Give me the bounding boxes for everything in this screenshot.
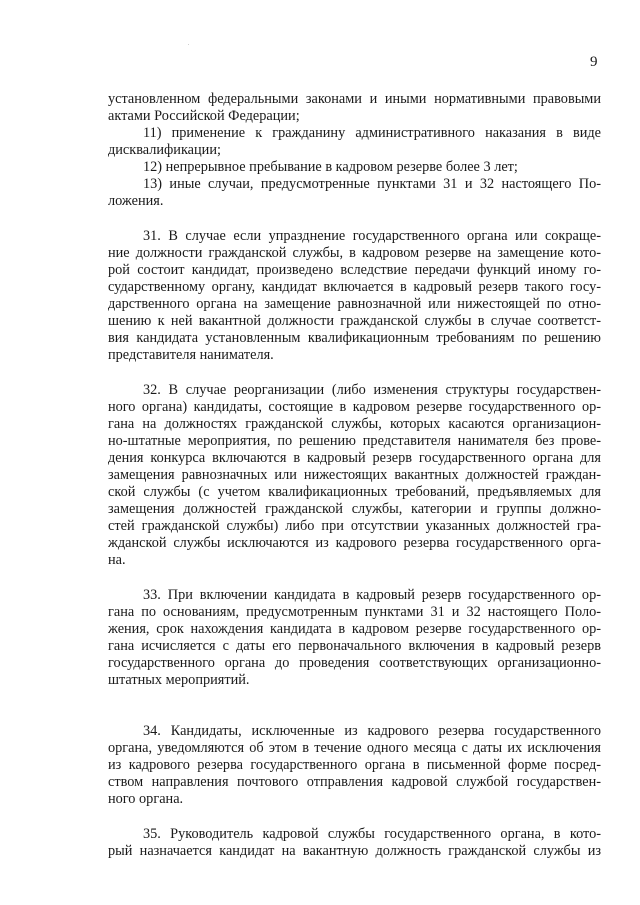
text-line: гана на должностях гражданской службы, которых касаются организацион- xyxy=(108,416,601,432)
text-line: 13) иные случаи, предусмотренные пунктами 31 и 32 настоящего По- xyxy=(143,176,601,192)
text-line: 11) применение к гражданину административного наказания в виде xyxy=(143,125,601,141)
clause-31 xyxy=(108,228,601,364)
text-line: ного органа. xyxy=(108,791,184,807)
list-tail xyxy=(108,91,601,210)
text-line: рой состоит кандидат, произведено вследствие передачи функций иному го- xyxy=(108,262,601,278)
text-line: из кадрового резерва государственного органа в письменной форме посред- xyxy=(108,757,601,773)
clause-34 xyxy=(108,723,601,808)
text-line: жданской службы исключаются из кадрового резерва государственного орга- xyxy=(108,535,601,551)
page-number: 9 xyxy=(590,54,598,70)
text-line: гана по основаниям, предусмотренным пунктами 31 и 32 настоящего Поло- xyxy=(108,604,601,620)
text-line: государственного органа до проведения соответствующих организационно- xyxy=(108,655,601,671)
clause-33 xyxy=(108,587,601,689)
text-line: ного органа) кандидаты, состоящие в кадровом резерве государственного ор- xyxy=(108,399,601,415)
text-line: 32. В случае реорганизации (либо изменения структуры государствен- xyxy=(143,382,601,398)
text-line: гана исчисляется с даты его первоначального включения в кадровый резерв xyxy=(108,638,601,654)
text-line: дения конкурса включаются в кадровый резерв государственного органа для xyxy=(108,450,601,466)
text-line: 34. Кандидаты, исключенные из кадрового резерва государственного xyxy=(143,723,601,739)
text-line: шению к ней вакантной должности гражданской службы в случае соответст- xyxy=(108,313,601,329)
text-line: штатных мероприятий. xyxy=(108,672,250,688)
text-line: установленном федеральными законами и иными нормативными правовыми xyxy=(108,91,601,107)
text-line: замещения равнозначных или нижестоящих вакантных должностей граждан- xyxy=(108,467,601,483)
text-line: дисквалификации; xyxy=(108,142,221,158)
text-line: ской службы (с учетом квалификационных требований, предъявляемых для xyxy=(108,484,601,500)
text-line: жения, срок нахождения кандидата в кадровом резерве государственного ор- xyxy=(108,621,601,637)
text-line: вия кандидата установленным квалификационным требованиям по решению xyxy=(108,330,601,346)
text-line: рый назначается кандидат на вакантную должность гражданской службы из xyxy=(108,843,601,859)
text-line: 12) непрерывное пребывание в кадровом резерве более 3 лет; xyxy=(143,159,518,175)
text-line: но-штатные мероприятия, по решению представителя нанимателя без прове- xyxy=(108,433,601,449)
text-line: 35. Руководитель кадровой службы государственного органа, в кото- xyxy=(143,826,601,842)
text-line: дарственного органа на замещение равнозначной или нижестоящей по отно- xyxy=(108,296,601,312)
clause-32 xyxy=(108,382,601,569)
text-line: на. xyxy=(108,552,126,568)
scan-speck xyxy=(188,44,189,45)
text-line: 31. В случае если упразднение государственного органа или сокраще- xyxy=(143,228,601,244)
text-line: сударственному органу, кандидат включается в кадровый резерв такого госу- xyxy=(108,279,601,295)
text-line: ством направления почтового отправления кадровой службой государствен- xyxy=(108,774,601,790)
text-line: представителя нанимателя. xyxy=(108,347,274,363)
text-line: стей гражданской службы) либо при отсутствии указанных должностей гра- xyxy=(108,518,601,534)
text-line: ние должности гражданской службы, в кадровом резерве на замещение кото- xyxy=(108,245,601,261)
text-line: замещения должностей гражданской службы, категории и группы должно- xyxy=(108,501,601,517)
text-line: 33. При включении кандидата в кадровый резерв государственного ор- xyxy=(143,587,601,603)
text-line: ложения. xyxy=(108,193,164,209)
clause-35 xyxy=(108,826,601,860)
text-line: актами Российской Федерации; xyxy=(108,108,300,124)
text-line: органа, уведомляются об этом в течение одного месяца с даты их исключения xyxy=(108,740,601,756)
